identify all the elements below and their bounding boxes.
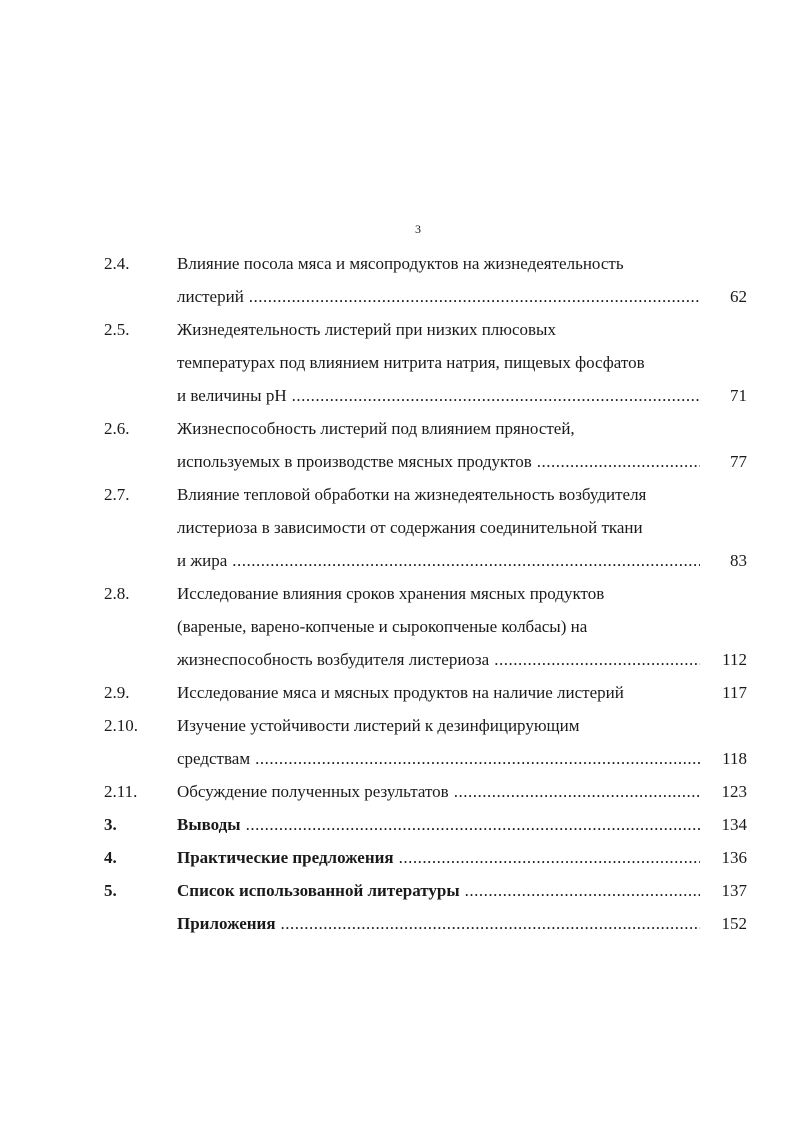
toc-entry-number: 2.10. (104, 716, 138, 735)
toc-entry-title-line: используемых в производстве мясных продуктов (177, 452, 532, 471)
toc-entry-title-line: Влияние тепловой обработки на жизнедеятельность возбудителя (177, 485, 647, 504)
dot-leader (624, 676, 700, 709)
dot-leader (244, 280, 700, 313)
toc-entry-title-line: и величины pH (177, 386, 287, 405)
toc-entry-title-line: листериоза в зависимости от содержания соединительной ткани (177, 518, 643, 537)
toc-entry-title-line: листерий (177, 287, 244, 306)
toc-entry-title-line: Исследование влияния сроков хранения мясных продуктов (177, 584, 605, 603)
toc-entry-title-line: температурах под влиянием нитрита натрия, пищевых фосфатов (177, 353, 645, 372)
toc-entry-page: 71 (730, 386, 747, 405)
toc-entry-title-line: Влияние посола мяса и мясопродуктов на жизнедеятельность (177, 254, 624, 273)
toc-entry-page: 137 (721, 881, 747, 900)
toc-entry[interactable] (0, 676, 793, 709)
toc-entry-number: 2.6. (104, 419, 130, 438)
toc-entry-number: 2.11. (104, 782, 138, 801)
toc-entry-page: 77 (730, 452, 747, 471)
toc-entry-number: 5. (104, 881, 117, 900)
dot-leader (276, 907, 700, 940)
dot-leader (250, 742, 700, 775)
toc-entry-page: 62 (730, 287, 747, 306)
toc-entry-number: 2.5. (104, 320, 130, 339)
toc-entry-page: 83 (730, 551, 747, 570)
toc-entry-title-line: Жизнедеятельность листерий при низких плюсовых (177, 320, 556, 339)
dot-leader (394, 841, 700, 874)
toc-entry-title-line: Список использованной литературы (177, 881, 460, 900)
toc-entry-title-line: (вареные, варено-копченые и сырокопченые колбасы) на (177, 617, 588, 636)
page-number: 3 (415, 222, 421, 236)
toc-entry[interactable] (0, 775, 793, 808)
toc-entry[interactable] (0, 709, 793, 775)
table-of-contents (0, 247, 793, 940)
toc-entry-number: 2.8. (104, 584, 130, 603)
dot-leader (227, 544, 700, 577)
toc-entry-title-line: Обсуждение полученных результатов (177, 782, 449, 801)
toc-entry[interactable] (0, 874, 793, 907)
toc-entry-title-line: Исследование мяса и мясных продуктов на наличие листерий (177, 683, 624, 702)
toc-entry-title-line: Выводы (177, 815, 241, 834)
toc-entry[interactable] (0, 841, 793, 874)
toc-entry-page: 134 (721, 815, 747, 834)
toc-entry[interactable] (0, 313, 793, 412)
toc-entry[interactable] (0, 478, 793, 577)
toc-entry-page: 117 (722, 683, 747, 702)
dot-leader (489, 643, 700, 676)
dot-leader (449, 775, 700, 808)
toc-entry-title-line: жизнеспособность возбудителя листериоза (177, 650, 490, 669)
toc-entry-title-line: Жизнеспособность листерий под влиянием пряностей, (177, 419, 575, 438)
toc-entry[interactable] (0, 577, 793, 676)
toc-entry-page: 136 (721, 848, 747, 867)
toc-entry-number: 3. (104, 815, 117, 834)
dot-leader (241, 808, 700, 841)
toc-entry-page: 112 (722, 650, 747, 669)
toc-entry-number: 2.4. (104, 254, 130, 273)
dot-leader (532, 445, 700, 478)
toc-entry[interactable] (0, 907, 793, 940)
toc-entry[interactable] (0, 808, 793, 841)
toc-entry-title-line: Приложения (177, 914, 276, 933)
toc-entry-title-line: средствам (177, 749, 251, 768)
dot-leader (287, 379, 700, 412)
toc-entry-number: 2.9. (104, 683, 130, 702)
toc-entry-page: 118 (722, 749, 747, 768)
toc-entry-number: 4. (104, 848, 117, 867)
toc-entry[interactable] (0, 247, 793, 313)
dot-leader (460, 874, 700, 907)
toc-entry-page: 152 (721, 914, 747, 933)
toc-entry-title-line: Практические предложения (177, 848, 394, 867)
toc-entry-number: 2.7. (104, 485, 130, 504)
toc-entry-page: 123 (721, 782, 747, 801)
toc-entry-title-line: Изучение устойчивости листерий к дезинфицирующим (177, 716, 580, 735)
toc-entry[interactable] (0, 412, 793, 478)
toc-entry-title-line: и жира (177, 551, 228, 570)
